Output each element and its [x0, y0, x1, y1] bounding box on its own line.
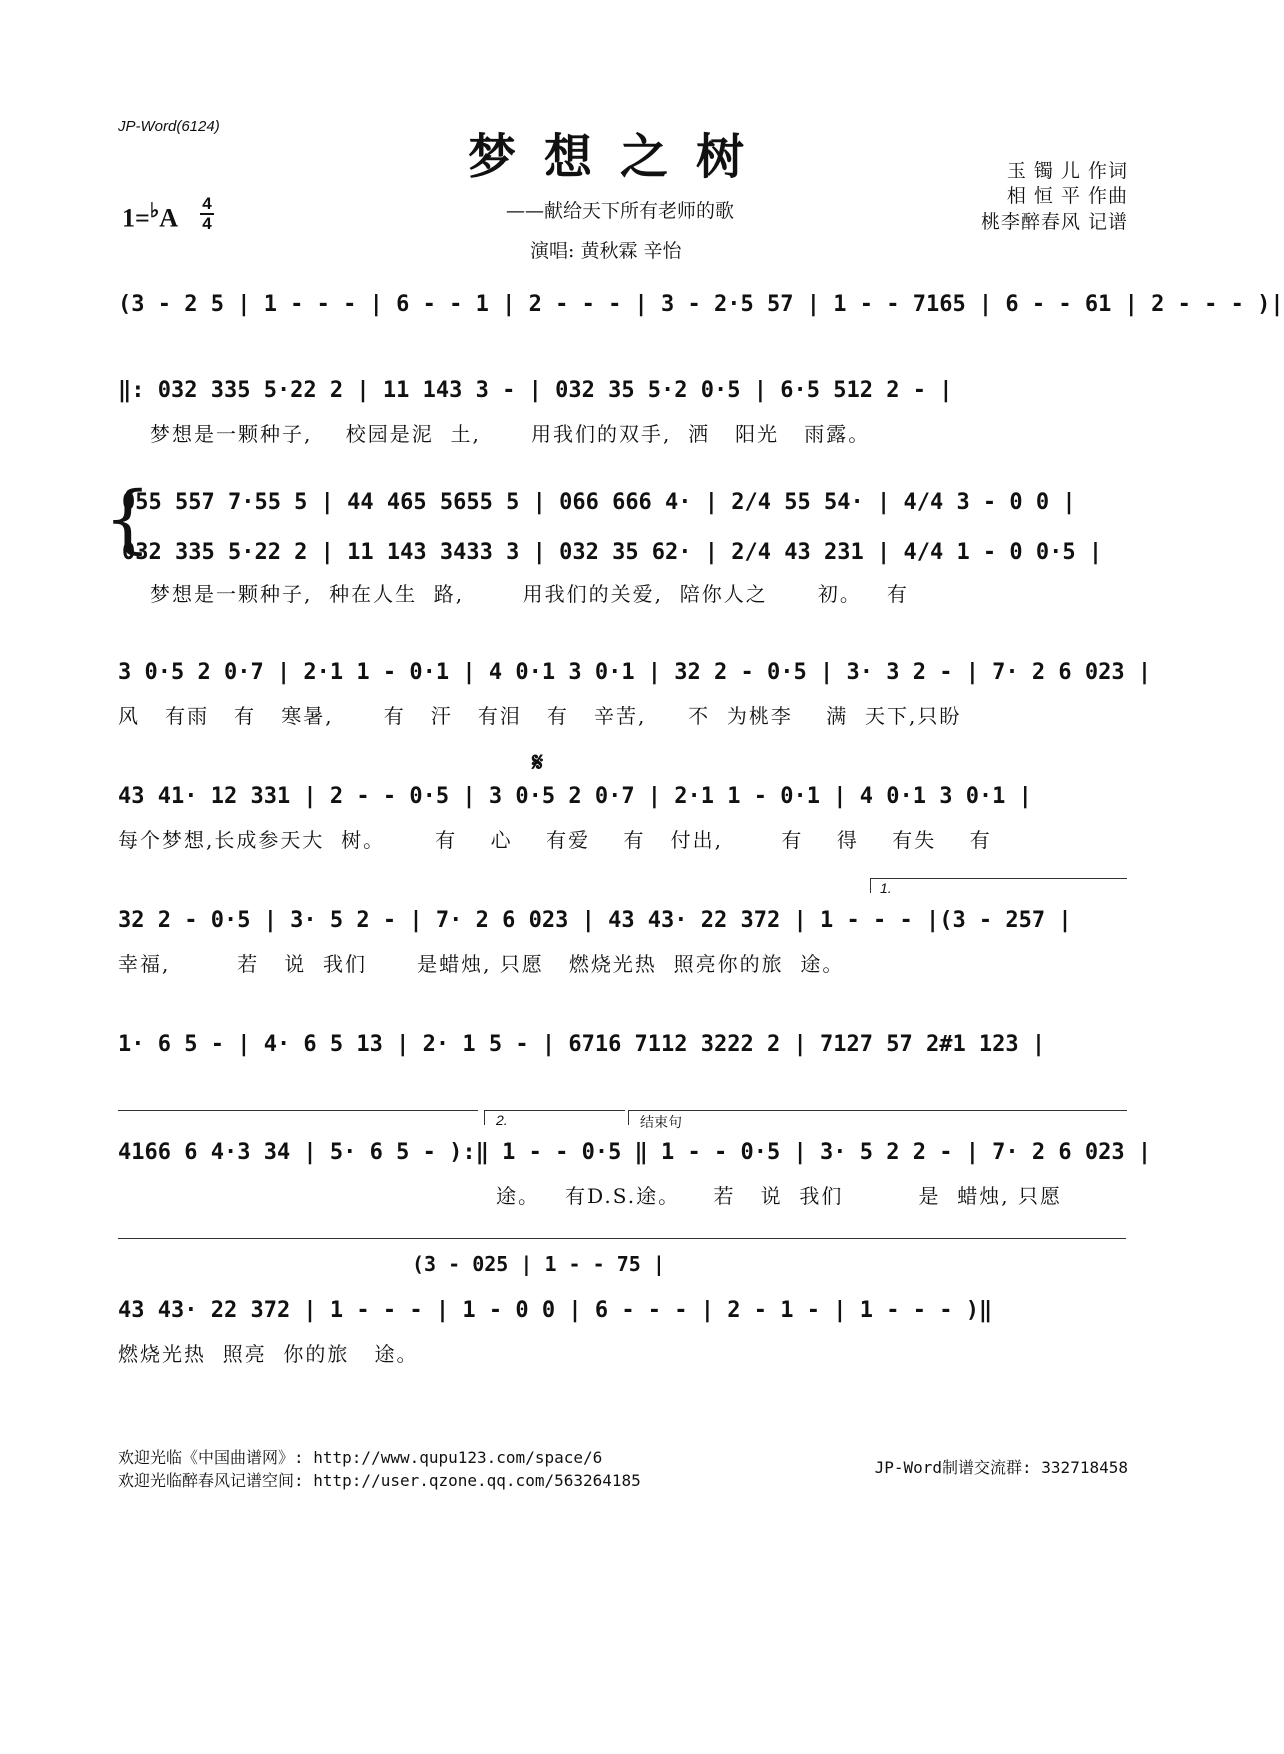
software-label: JP-Word(6124): [118, 118, 220, 135]
lyric-line-5: 幸福, 若 说 我们 是蜡烛, 只愿 燃烧光热 照亮你的旅 途。: [118, 952, 845, 976]
volta-2-label: 2.: [496, 1112, 508, 1128]
lyric-line-3: 风 有雨 有 寒暑, 有 汗 有泪 有 辛苦, 不 为桃李 满 天下,只盼: [118, 704, 962, 728]
time-bottom: 4: [202, 214, 212, 233]
lyric-line-4: 每个梦想,长成参天大 树。 有 心 有爱 有 付出, 有 得 有失 有: [118, 828, 992, 852]
ending-bracket: [628, 1110, 1127, 1125]
score-line-8: 4166 6 4·3 34 | 5· 6 5 - ):‖ 1 - - 0·5 ‖ 1 - - 0·5 | 3· 5 2 2 - | 7· 2 6 023 |: [118, 1140, 1152, 1165]
score-line-6: 32 2 - 0·5 | 3· 5 2 - | 7· 2 6 023 | 43 43· 22 372 | 1 - - - |(3 - 257 |: [118, 908, 1072, 933]
flat-sign: ♭: [149, 200, 160, 222]
system-brace: {: [104, 476, 152, 562]
footer-group: JP-Word制谱交流群: 332718458: [874, 1458, 1128, 1477]
lyric-line-2: 梦想是一颗种子, 种在人生 路, 用我们的关爱, 陪你人之 初。 有: [150, 582, 909, 606]
credit-transcriber: 桃李醉春风 记谱: [980, 211, 1128, 233]
score-line-3-upper: 055 557 7·55 5 | 44 465 5655 5 | 066 666 4· | 2/4 55 54· | 4/4 3 - 0 0 |: [122, 490, 1076, 515]
score-line-5: 43 41· 12 331 | 2 - - 0·5 | 3 0·5 2 0·7 | 2·1 1 - 0·1 | 4 0·1 3 0·1 |: [118, 784, 1032, 809]
key-prefix: 1=: [122, 203, 150, 233]
credit-lyricist: 玉 镯 儿 作词: [1006, 160, 1128, 182]
credit-composer: 相 恒 平 作曲: [1006, 185, 1128, 207]
key-signature: [122, 198, 178, 234]
segno-sign: 𝄋: [532, 748, 544, 778]
key-note: A: [159, 203, 179, 233]
time-signature: [200, 196, 214, 232]
lyric-line-6: 途。 有D.S.途。 若 说 我们 是 蜡烛, 只愿: [496, 1184, 1062, 1208]
footer-website-link[interactable]: 欢迎光临《中国曲谱网》: http://www.qupu123.com/space/6: [118, 1448, 603, 1467]
lyric-line-7: 燃烧光热 照亮 你的旅 途。: [118, 1342, 419, 1366]
coda-bracket-line: [118, 1238, 1126, 1239]
volta-1-label: 1.: [880, 880, 892, 896]
time-top: 4: [202, 194, 212, 213]
volta-prev-bracket: [118, 1110, 478, 1125]
score-line-1: (3 - 2 5 | 1 - - - | 6 - - 1 | 2 - - - | 3 - 2·5 57 | 1 - - 7165 | 6 - - 61 | 2 - - - )|: [118, 292, 1284, 317]
song-title: 梦想之树: [467, 129, 772, 185]
score-line-2: ‖: 032 335 5·22 2 | 11 143 3 - | 032 35 5·2 0·5 | 6·5 512 2 - |: [118, 378, 953, 403]
score-line-9: 43 43· 22 372 | 1 - - - | 1 - 0 0 | 6 - - - | 2 - 1 - | 1 - - - )‖: [118, 1298, 993, 1323]
footer-qzone-link[interactable]: 欢迎光临醉春风记谱空间: http://user.qzone.qq.com/563264185: [118, 1471, 641, 1490]
singers: 演唱: 黄秋霖 辛怡: [530, 240, 682, 262]
coda-bracket-notes: (3 - 025 | 1 - - 75 |: [412, 1252, 665, 1276]
song-subtitle: ——献给天下所有老师的歌: [505, 200, 734, 222]
score-line-3-lower: 032 335 5·22 2 | 11 143 3433 3 | 032 35 62· | 2/4 43 231 | 4/4 1 - 0 0·5 |: [122, 540, 1103, 565]
ending-label: 结束句: [640, 1115, 682, 1131]
score-line-4: 3 0·5 2 0·7 | 2·1 1 - 0·1 | 4 0·1 3 0·1 | 32 2 - 0·5 | 3· 3 2 - | 7· 2 6 023 |: [118, 660, 1152, 685]
score-line-7: 1· 6 5 - | 4· 6 5 13 | 2· 1 5 - | 6716 7112 3222 2 | 7127 57 2#1 123 |: [118, 1032, 1046, 1057]
lyric-line-1: 梦想是一颗种子, 校园是泥 土, 用我们的双手, 洒 阳光 雨露。: [150, 422, 871, 446]
volta-1-bracket: [870, 878, 1127, 893]
